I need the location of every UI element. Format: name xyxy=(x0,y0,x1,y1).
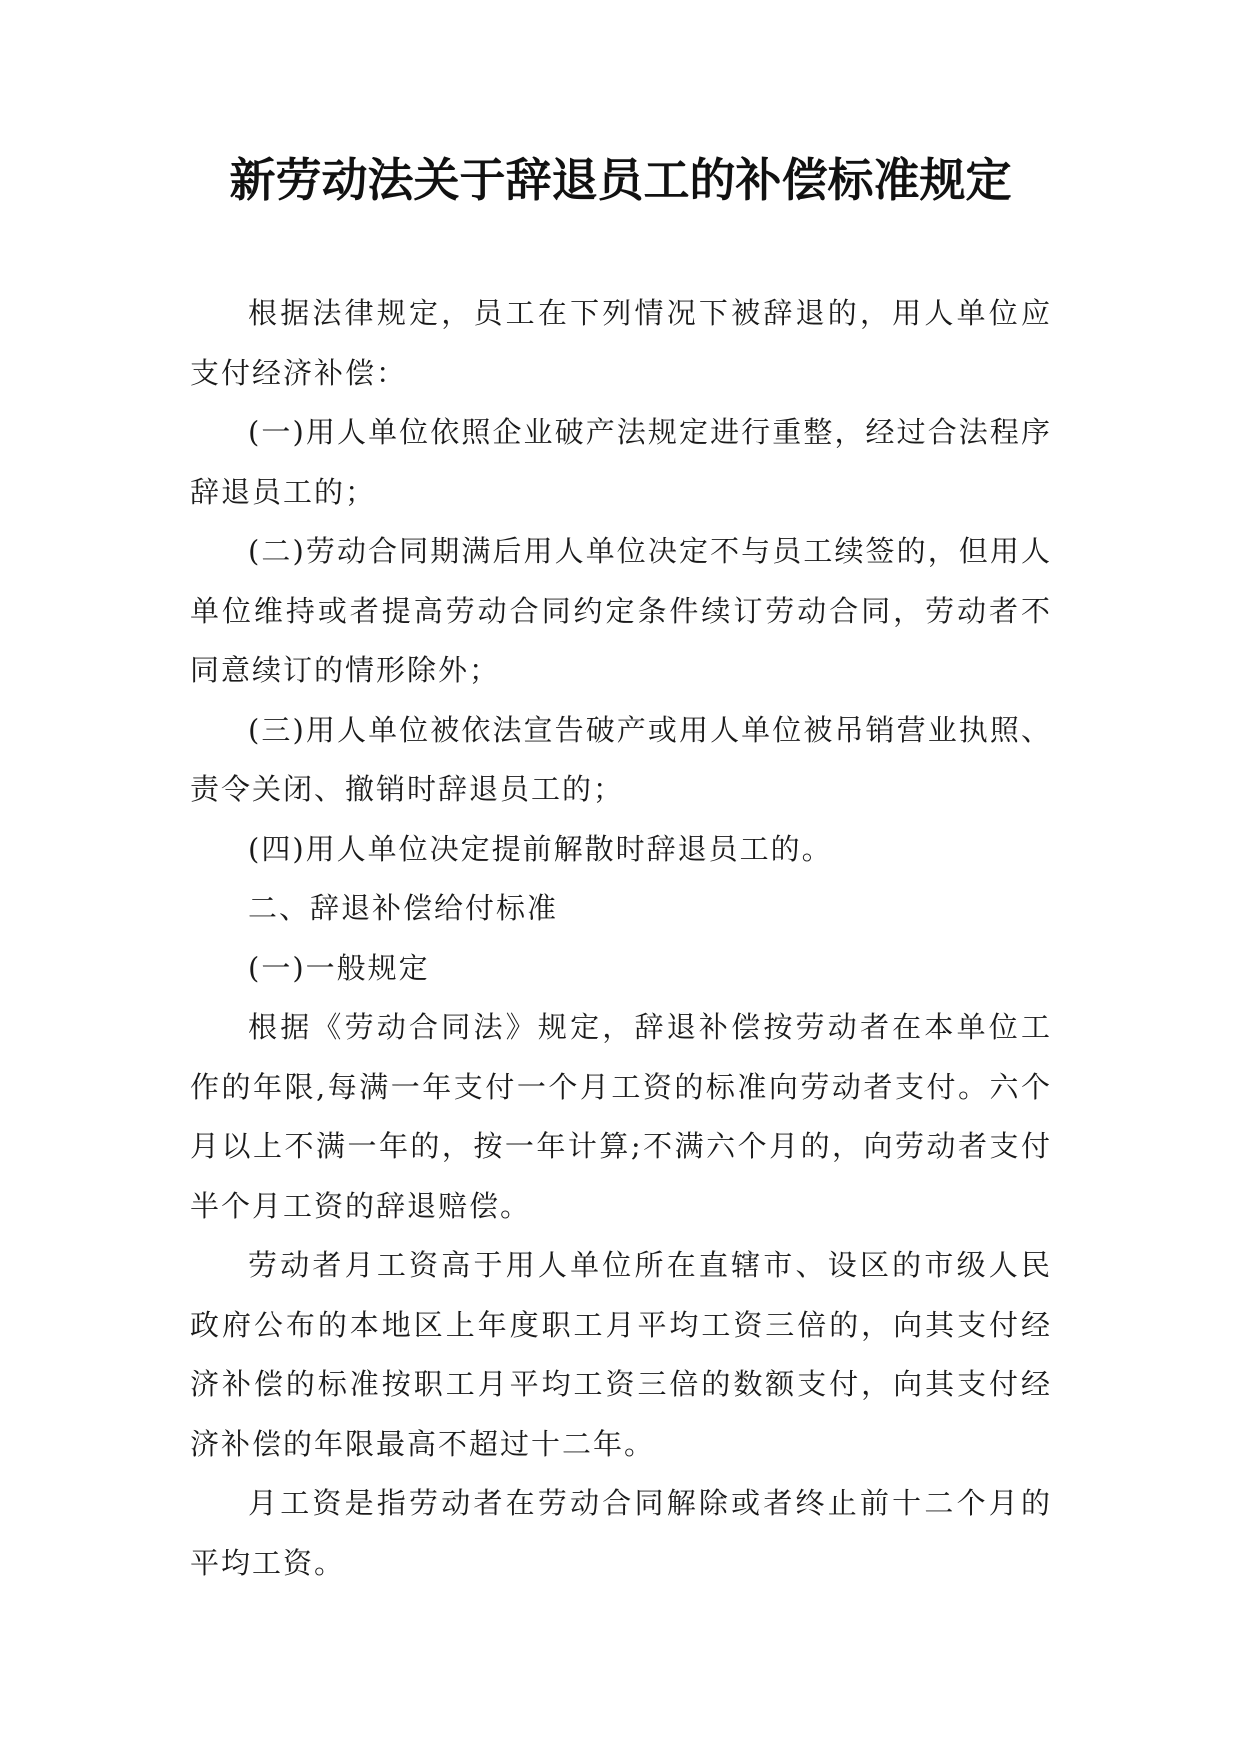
subsection-heading: (一)一般规定 xyxy=(248,950,430,985)
paragraph: 根据法律规定，员工在下列情况下被辞退的，用人单位应支付经济补偿： xyxy=(190,296,1052,390)
paragraph: (四)用人单位决定提前解散时辞退员工的。 xyxy=(248,831,833,866)
document-body xyxy=(190,284,1052,1593)
document-title: 新劳动法关于辞退员工的补偿标准规定 xyxy=(229,153,1012,207)
paragraph: 月工资是指劳动者在劳动合同解除或者终止前十二个月的平均工资。 xyxy=(190,1486,1052,1580)
section-heading: 二、辞退补偿给付标准 xyxy=(248,891,559,925)
paragraph: 劳动者月工资高于用人单位所在直辖市、设区的市级人民政府公布的本地区上年度职工月平均工资三倍的，向其支付经济补偿的标准按职工月平均工资三倍的数额支付，向其支付经济补偿的年限最高不超过十二年。 xyxy=(190,1248,1052,1461)
paragraph: (三)用人单位被依法宣告破产或用人单位被吊销营业执照、责令关闭、撤销时辞退员工的； xyxy=(190,712,1052,806)
paragraph: (二)劳动合同期满后用人单位决定不与员工续签的，但用人单位维持或者提高劳动合同约定条件续订劳动合同，劳动者不同意续订的情形除外； xyxy=(190,534,1052,687)
paragraph: 根据《劳动合同法》规定，辞退补偿按劳动者在本单位工作的年限,每满一年支付一个月工资的标准向劳动者支付。六个月以上不满一年的，按一年计算;不满六个月的，向劳动者支付半个月工资的辞退赔偿。 xyxy=(190,1010,1052,1223)
paragraph: (一)用人单位依照企业破产法规定进行重整，经过合法程序辞退员工的； xyxy=(190,415,1052,509)
